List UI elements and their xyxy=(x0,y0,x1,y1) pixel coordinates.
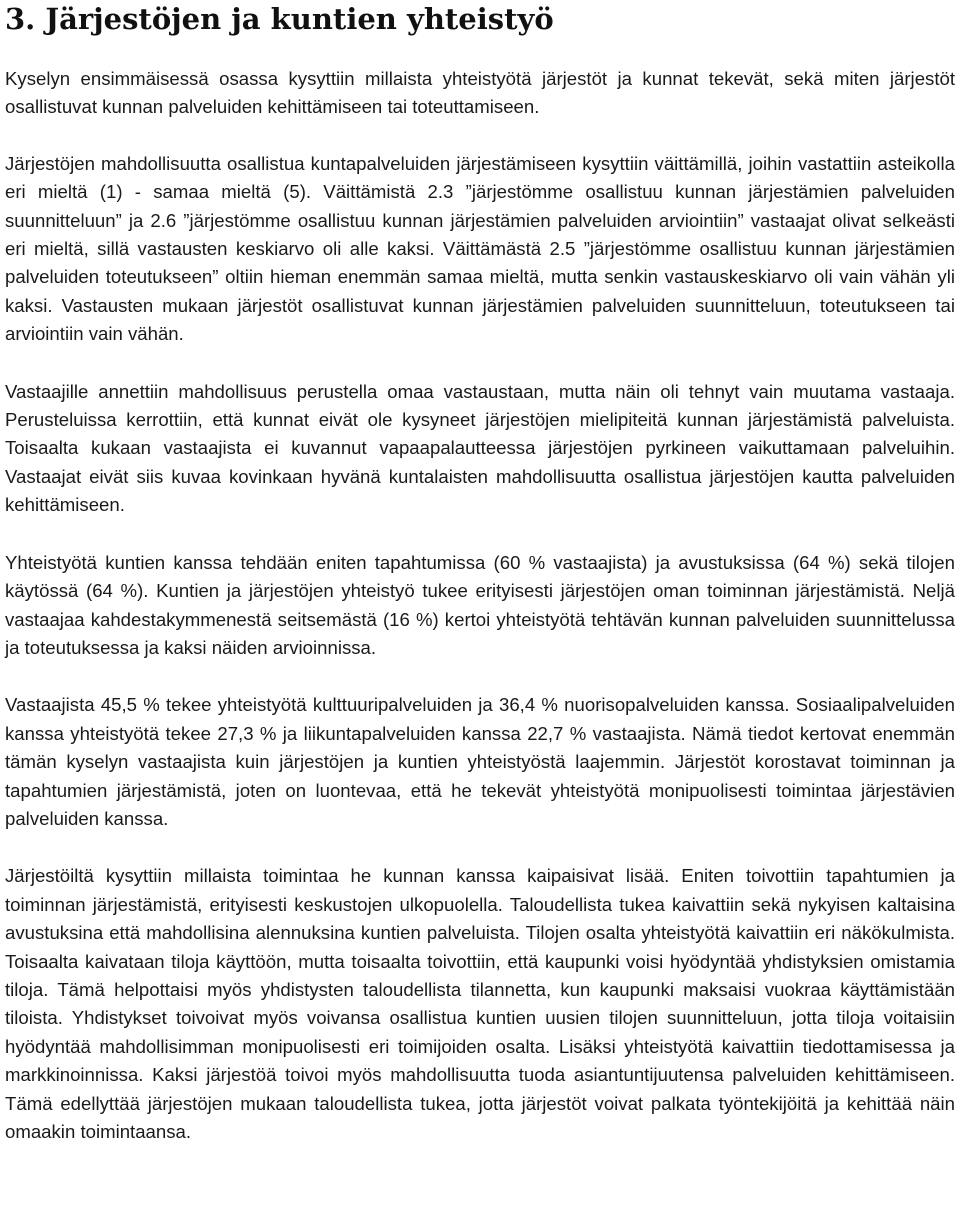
paragraph-intro: Kyselyn ensimmäisessä osassa kysyttiin millaista yhteistyötä järjestöt ja kunnat tekevät, sekä miten järjestöt osallistuvat kunnan palveluiden kehittämiseen tai toteuttamiseen. xyxy=(5,68,955,118)
paragraph-service-sectors: Vastaajista 45,5 % tekee yhteistyötä kulttuuripalveluiden ja 36,4 % nuorisopalveluiden kanssa. Sosiaalipalveluiden kanssa yhteistyötä tekee 27,3 % ja liikuntapalveluiden kanssa 22,7 % vastaajista. Nämä tiedot kertovat enemmän tämän kyselyn vastaajista kuin järjestöjen ja kuntien yhteistyöstä laajemmin. Järjestöt korostavat toiminnan ja tapahtumien järjestämistä, joten on luontevaa, että he tekevät yhteistyötä monipuolisesti toimintaa järjestävien palveluiden kanssa. xyxy=(5,694,955,829)
paragraph-cooperation-areas: Yhteistyötä kuntien kanssa tehdään eniten tapahtumissa (60 % vastaajista) ja avustuksissa (64 %) sekä tilojen käytössä (64 %). Kuntien ja järjestöjen yhteistyö tukee erityisesti järjestöjen oman toiminnan järjestämistä. Neljä vastaajaa kahdestakymmenestä seitsemästä (16 %) kertoi yhteistyötä tehtävän kunnan palveluiden suunnittelussa ja toteutuksessa ja kaksi näiden arvioinnissa. xyxy=(5,551,955,658)
section-heading: 3. Järjestöjen ja kuntien yhteistyö xyxy=(5,2,554,36)
paragraph-claims: Järjestöjen mahdollisuutta osallistua kuntapalveluiden järjestämiseen kysyttiin väittämillä, joihin vastattiin asteikolla eri mieltä (1) - samaa mieltä (5). Väittämistä 2.3 ”järjestömme osallistuu kunnan järjestämien palveluiden suunnitteluun” ja 2.6 ”järjestömme osallistuu kunnan järjestämien palveluiden arviointiin” vastaajat olivat selkeästi eri mieltä, sillä vastausten keskiarvo oli alle kaksi. Väittämästä 2.5 ”järjestömme osallistuu kunnan järjestämien palveluiden toteutukseen” oltiin hieman enemmän samaa mieltä, mutta senkin vastauskeskiarvo oli vain vähän yli kaksi. Vastausten mukaan järjestöt osallistuvat kunnan järjestämien palveluiden suunnitteluun, toteutukseen tai arviointiin vain vähän. xyxy=(5,152,955,345)
paragraph-justifications: Vastaajille annettiin mahdollisuus perustella omaa vastaustaan, mutta näin oli tehnyt vain muutama vastaaja. Perusteluissa kerrottiin, että kunnat eivät ole kysyneet järjestöjen mielipiteitä kunnan järjestämistä palveluista. Toisaalta kukaan vastaajista ei kuvannut vapaapalautteessa järjestöjen pyrkineen vaikuttamaan palveluihin. Vastaajat eivät siis kuvaa kovinkaan hyvänä kuntalaisten mahdollisuutta osallistua järjestöjen kautta palveluiden kehittämiseen. xyxy=(5,380,955,516)
paragraph-wishes: Järjestöiltä kysyttiin millaista toimintaa he kunnan kanssa kaipaisivat lisää. Eniten toivottiin tapahtumien ja toiminnan järjestämistä, erityisesti keskustojen ulkopuolella. Taloudellista tukea kaivattiin sekä nykyisen kaltaisina avustuksina että mahdollisina alennuksina kuntien palveluista. Tilojen osalta yhteistyötä kaivattiin eri näkökulmista. Toisaalta kaivataan tiloja käyttöön, mutta toisaalta toivottiin, että kaupunki voisi hyödyntää yhdistyksien omistamia tiloja. Tämä helpottaisi myös yhdistysten taloudellista tilannetta, kun kaupunki maksaisi vuokraa käyttämistään tiloista. Yhdistykset toivoivat myös voivansa osallistua kuntien uusien tilojen suunnitteluun, jotta tiloja voitaisiin hyödyntää mahdollisimman monipuolisesti eri toimijoiden osalta. Lisäksi yhteistyötä kaivattiin tiedottamisessa ja markkinoinnissa. Kaksi järjestöä toivoi myös mahdollisuutta tuoda asiantuntijuutensa palveluiden kehittämiseen. Tämä edellyttää järjestöjen mukaan taloudellista tukea, jotta järjestöt voivat palkata työntekijöitä ja kehittää näin omaakin toimintaansa. xyxy=(5,865,955,1142)
